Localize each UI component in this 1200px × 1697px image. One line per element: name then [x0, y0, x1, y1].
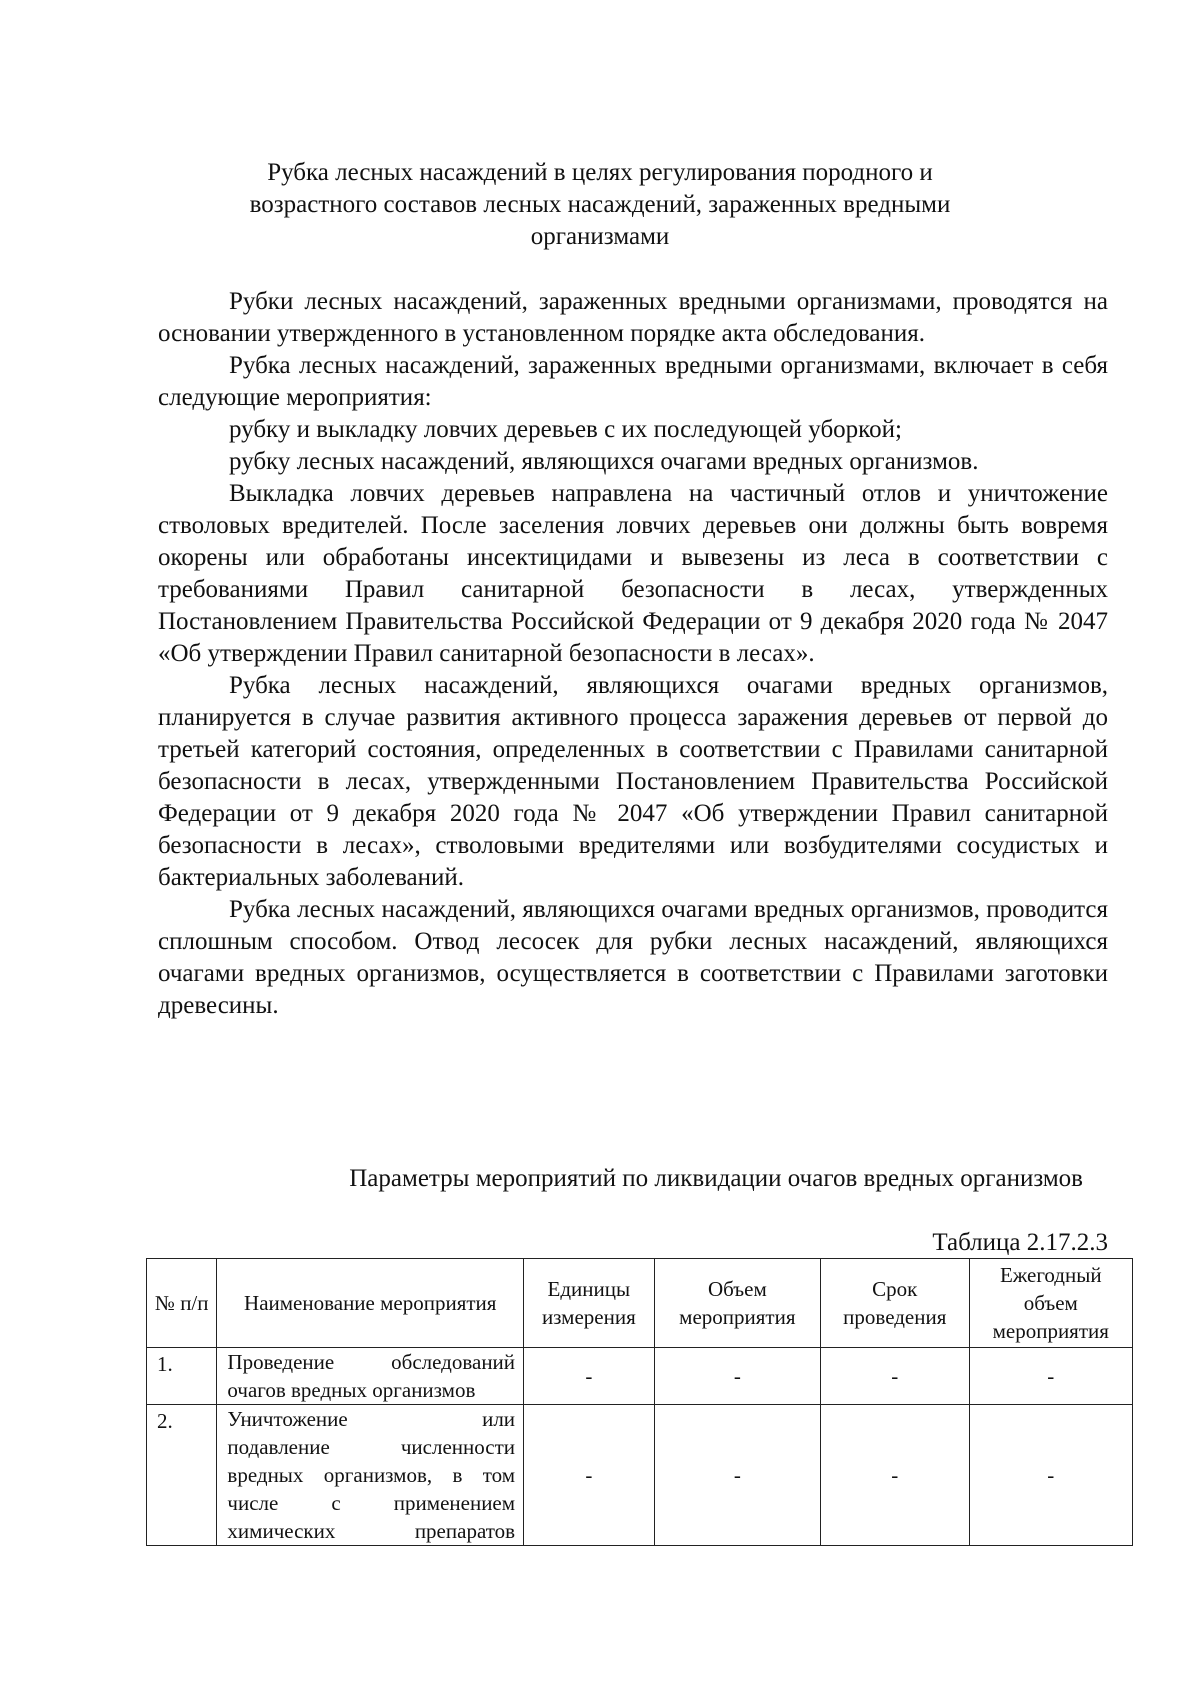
list-item: рубку лесных насаждений, являющихся очагами вредных организмов.: [229, 448, 979, 475]
row-name-line: подавление численности: [227, 1435, 516, 1459]
row-name-line: числе с применением: [227, 1491, 516, 1515]
row-term: -: [821, 1405, 969, 1546]
row-yearly: -: [969, 1405, 1132, 1546]
row-num: 2.: [147, 1405, 217, 1546]
table-row: [147, 1405, 1133, 1546]
table-row: [147, 1348, 1133, 1405]
header-yearly: Ежегодный объем мероприятия: [969, 1259, 1132, 1348]
row-unit: -: [524, 1405, 655, 1546]
section-title-line-1: Рубка лесных насаждений в целях регулирования породного и: [267, 159, 933, 186]
row-name: [217, 1348, 524, 1405]
row-name-line: Проведение обследований: [227, 1350, 516, 1374]
table-header-row: [147, 1259, 1133, 1348]
row-term: -: [821, 1348, 969, 1405]
row-yearly: -: [969, 1348, 1132, 1405]
row-name-line: Уничтожение или: [227, 1407, 516, 1431]
header-unit: Единицы измерения: [524, 1259, 655, 1348]
list-item: рубку и выкладку ловчих деревьев с их последующей уборкой;: [229, 416, 902, 443]
row-name-line: химических препаратов: [227, 1519, 516, 1543]
table-title: Параметры мероприятий по ликвидации очагов вредных организмов: [349, 1165, 1083, 1192]
row-volume: -: [654, 1405, 820, 1546]
row-name: [217, 1405, 524, 1546]
parameters-table: [146, 1258, 1133, 1546]
row-unit: -: [524, 1348, 655, 1405]
paragraph: Выкладка ловчих деревьев направлена на частичный отлов и уничтожение стволовых вредителей. После заселения ловчих деревьев они должны быть вовремя окорены или обработаны инсектицидами и вывезены из леса в соответствии с требованиями Правил санитарной безопасности в лесах, утвержденных Постановлением Правительства Российской Федерации от 9 декабря 2020 года № 2047 «Об утверждении Правил санитарной безопасности в лесах».: [158, 480, 1108, 667]
paragraph: Рубка лесных насаждений, зараженных вредными организмами, включает в себя следующие мероприятия:: [158, 352, 1108, 411]
paragraph: Рубка лесных насаждений, являющихся очагами вредных организмов, планируется в случае развития активного процесса заражения деревьев от первой до третьей категорий состояния, определенных в соответствии с Правилами санитарной безопасности в лесах, утвержденными Постановлением Правительства Российской Федерации от 9 декабря 2020 года № 2047 «Об утверждении Правил санитарной безопасности в лесах», стволовыми вредителями или возбудителями сосудистых и бактериальных заболеваний.: [158, 672, 1108, 891]
section-title-line-3: организмами: [530, 223, 670, 250]
paragraph: Рубка лесных насаждений, являющихся очагами вредных организмов, проводится сплошным способом. Отвод лесосек для рубки лесных насаждений, являющихся очагами вредных организмов, осуществляется в соответствии с Правилами заготовки древесины.: [158, 896, 1108, 1019]
header-num: № п/п: [147, 1259, 217, 1348]
row-name-line: очагов вредных организмов: [227, 1378, 476, 1402]
table-caption: Таблица 2.17.2.3: [932, 1229, 1108, 1256]
row-volume: -: [654, 1348, 820, 1405]
paragraph: Рубки лесных насаждений, зараженных вредными организмами, проводятся на основании утвержденного в установленном порядке акта обследования.: [158, 288, 1108, 347]
section-title: [200, 157, 1000, 253]
body-text: [158, 286, 1108, 1022]
header-volume: Объем мероприятия: [654, 1259, 820, 1348]
header-term: Срок проведения: [821, 1259, 969, 1348]
row-num: 1.: [147, 1348, 217, 1405]
header-name: Наименование мероприятия: [217, 1259, 524, 1348]
section-title-line-2: возрастного составов лесных насаждений, зараженных вредными: [249, 191, 951, 218]
row-name-line: вредных организмов, в том: [227, 1463, 516, 1487]
